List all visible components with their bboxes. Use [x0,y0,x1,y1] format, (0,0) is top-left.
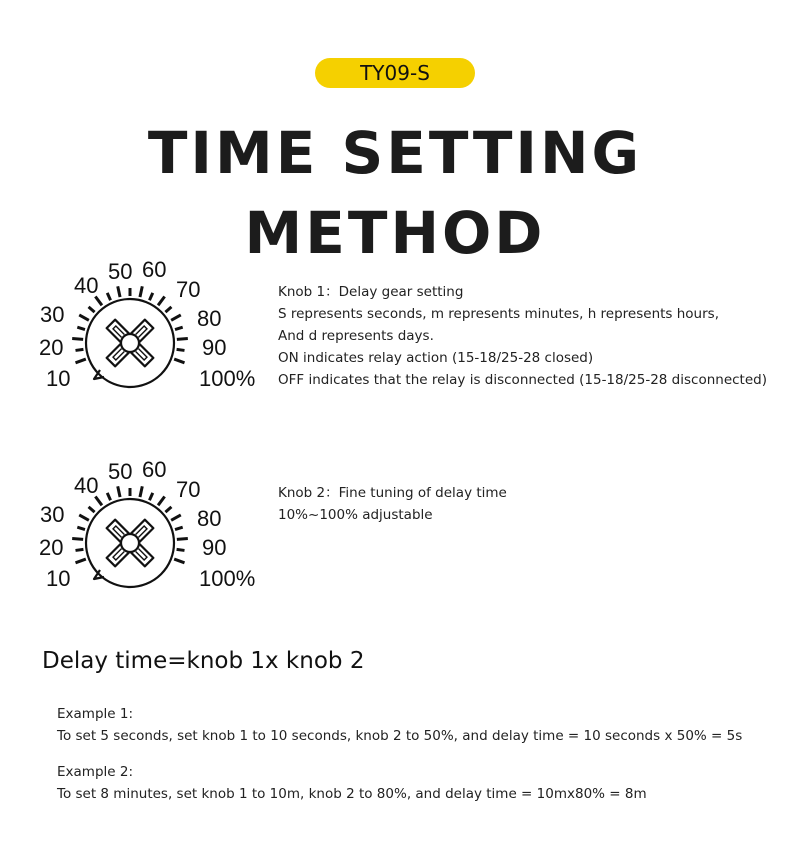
dial-tick [75,559,85,563]
dial-tick [171,515,181,520]
dial-tick [165,507,171,512]
dial-label: 60 [142,457,167,482]
dial-label: 90 [202,535,227,560]
knob-2-line: 10%~100% adjustable [278,507,433,523]
dial-tick [174,359,184,363]
dial-tick [107,493,110,500]
dial-labels [39,457,255,591]
dial-tick [174,559,184,563]
dial-tick [158,296,165,305]
dial-label: 30 [40,502,65,527]
knob-2-dial-graphic [30,455,270,595]
dial-tick [72,339,83,340]
knob-1-line: OFF indicates that the relay is disconnected (15-18/25-28 disconnected) [278,372,767,388]
dial-label: 80 [197,306,222,331]
dial-tick [140,286,142,297]
page-title: TIME SETTING METHOD [147,119,643,267]
example-label: Example 1: [57,706,133,722]
example-text: To set 5 seconds, set knob 1 to 10 seconds, knob 2 to 50%, and delay time = 10 seconds x 50% = 5s [57,728,743,744]
dial-tick [77,527,85,529]
dial-tick [89,307,95,312]
dial-tick [177,549,185,550]
knob-1-line: S represents seconds, m represents minutes, h represents hours, [278,306,719,322]
dial-label: 100% [199,566,256,591]
knob-2-description [278,482,507,526]
dial-label: 10 [46,566,71,591]
dial-label: 60 [142,257,167,282]
example-text: To set 8 minutes, set knob 1 to 10m, knob 2 to 80%, and delay time = 10mx80% = 8m [57,786,647,802]
dial-tick [89,507,95,512]
knob-1-dial-graphic [30,255,270,395]
dial-tick [118,486,120,497]
dial-tick [149,293,152,300]
knob-2-line: Knob 2：Fine tuning of delay time [278,485,507,501]
dial-tick [118,286,120,297]
dial-tick [175,527,183,529]
dial-tick [79,515,89,520]
dial-label: 100% [199,366,256,391]
dial-tick [177,339,188,340]
examples-section [57,703,742,805]
dial-labels [39,257,255,391]
dial-tick [165,307,171,312]
knob-2-dial [30,455,270,595]
dial-label: 80 [197,506,222,531]
knob-1-line: Knob 1：Delay gear setting [278,284,464,300]
dial-label: 30 [40,302,65,327]
dial-tick [177,539,188,540]
knob-1-line: ON indicates relay action (15-18/25-28 closed) [278,350,594,366]
dial-tick [140,486,142,497]
dial-label: 90 [202,335,227,360]
knob-1-description [278,281,767,391]
dial-tick [72,539,83,540]
dial-label: 20 [39,535,64,560]
dial-label: 50 [108,459,133,484]
dial-tick [175,327,183,329]
dial-tick [76,349,84,350]
dial-tick [76,549,84,550]
model-badge: TY09-S [315,58,475,88]
dial-label: 20 [39,335,64,360]
knob-1-line: And d represents days. [278,328,434,344]
dial-tick [158,496,165,505]
dial-label: 40 [74,273,99,298]
dial-label: 10 [46,366,71,391]
dial-tick [75,359,85,363]
formula-heading: Delay time=knob 1x knob 2 [42,648,365,674]
dial-tick [77,327,85,329]
dial-label: 70 [176,277,201,302]
dial-label: 40 [74,473,99,498]
knob-1-dial [30,255,270,395]
example-label: Example 2: [57,764,133,780]
dial-tick [177,349,185,350]
dial-label: 50 [108,259,133,284]
dial-tick [149,493,152,500]
dial-tick [107,293,110,300]
dial-tick [171,315,181,320]
dial-tick [79,315,89,320]
dial-label: 70 [176,477,201,502]
